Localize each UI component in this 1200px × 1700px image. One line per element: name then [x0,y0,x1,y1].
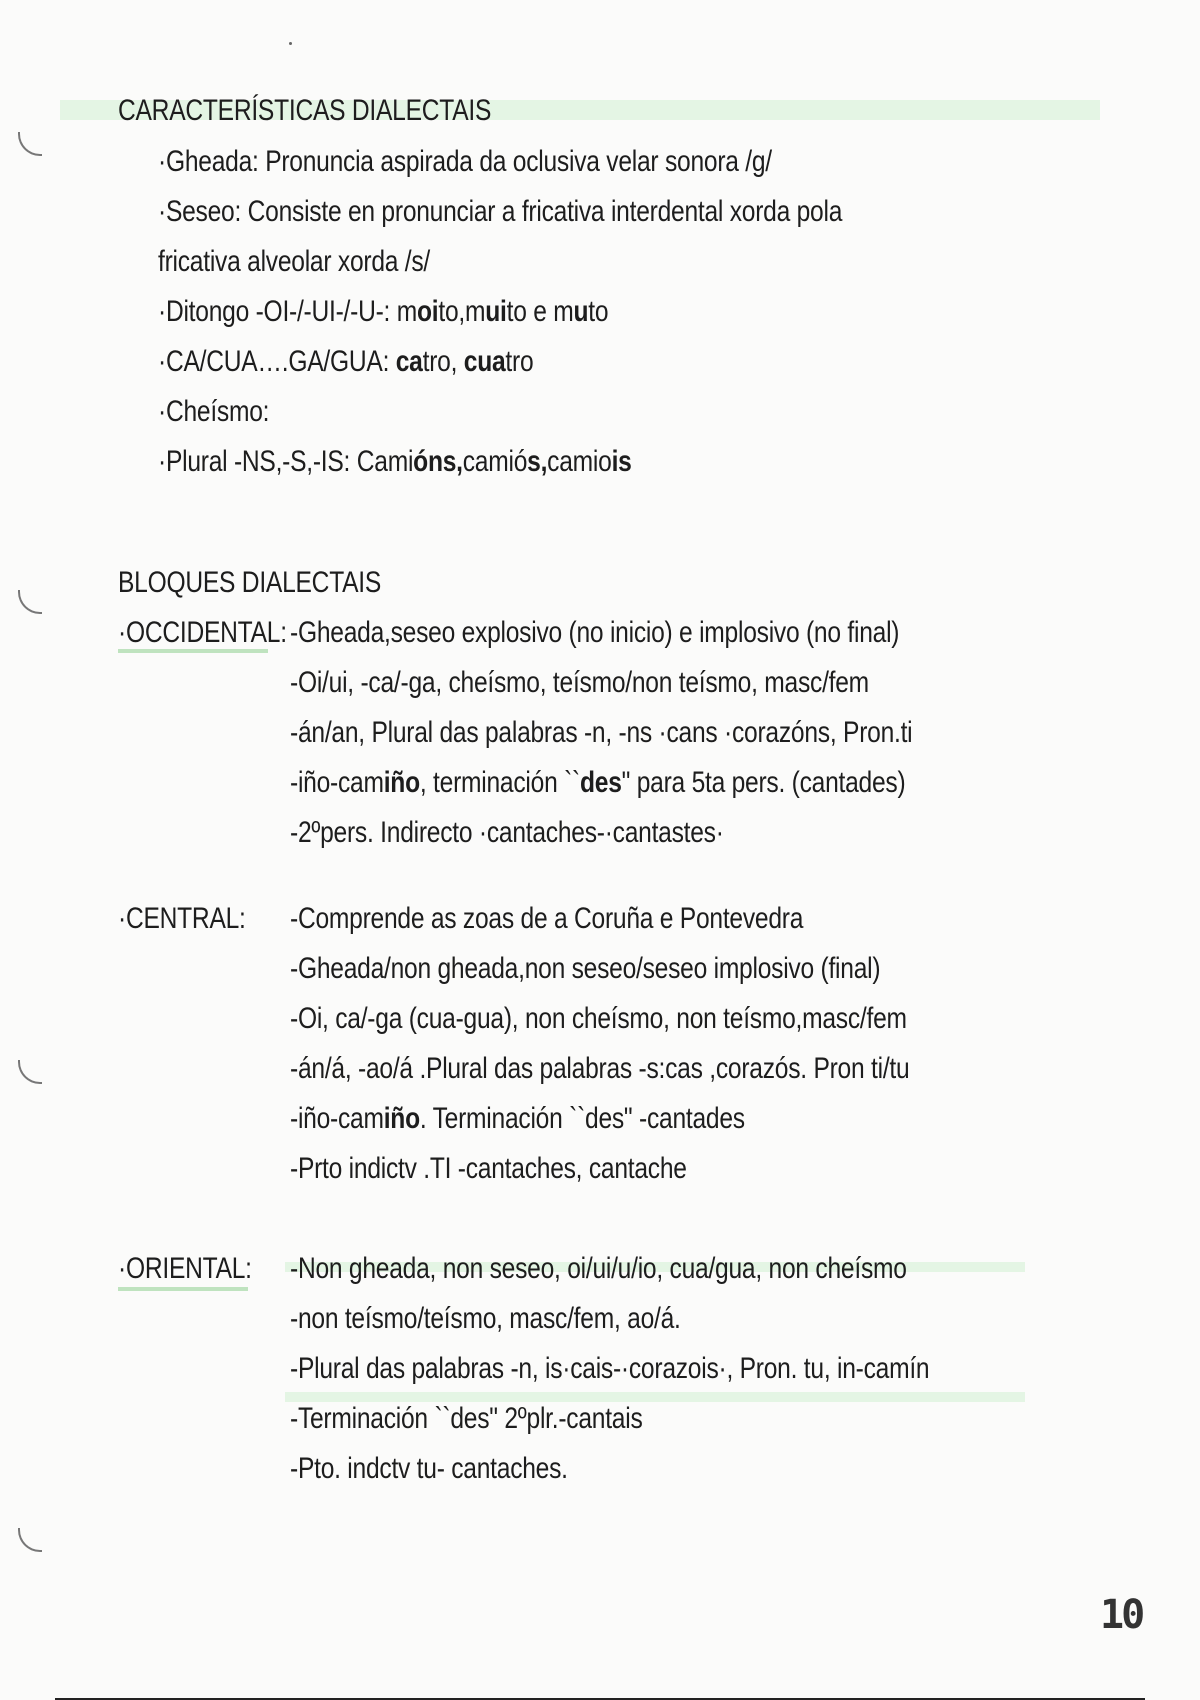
block-line: -Oi/ui, -ca/-ga, cheísmo, teísmo/non teísmo, masc/fem [290,666,869,699]
block-line: -2ºpers. Indirecto ·cantaches-·cantastes· [290,816,724,849]
block-line: -non teísmo/teísmo, masc/fem, ao/á. [290,1302,681,1335]
block-line: -Plural das palabras -n, is·cais-·corazois·, Pron. tu, in-camín [290,1352,930,1385]
speck [289,42,292,45]
list-item: ·Cheísmo: [158,395,270,428]
binder-hole-mark [18,1528,42,1552]
block-line: -án/an, Plural das palabras -n, -ns ·cans ·corazóns, Pron.ti [290,716,913,749]
block-line: -Terminación ``des" 2ºplr.-cantais [290,1402,643,1435]
oriental-underline [118,1287,248,1291]
binder-hole-mark [18,132,42,156]
block-line: -Pto. indctv tu- cantaches. [290,1452,568,1485]
block-line: -Comprende as zoas de a Coruña e Pontevedra [290,902,804,935]
list-item: fricativa alveolar xorda /s/ [158,245,431,278]
binder-hole-mark [18,590,42,614]
block-line: -iño-camiño, terminación ``des" para 5ta pers. (cantades) [290,766,906,799]
list-item: ·Seseo: Consiste en pronunciar a fricativa interdental xorda pola [158,195,843,228]
block-line: -Prto indictv .TI -cantaches, cantache [290,1152,687,1185]
list-item: ·Gheada: Pronuncia aspirada da oclusiva velar sonora /g/ [158,145,772,178]
block-line: -Gheada,seseo explosivo (no inicio) e implosivo (no final) [290,616,900,649]
highlight-stroke-oriental-2 [285,1392,1025,1402]
page-number: 10 [1100,1592,1143,1638]
block-label-occidental: ·OCCIDENTAL: [118,616,287,649]
binder-hole-mark [18,1060,42,1084]
block-line: -Oi, ca/-ga (cua-gua), non cheísmo, non teísmo,masc/fem [290,1002,907,1035]
block-line: -án/á, -ao/á .Plural das palabras -s:cas ,corazós. Pron ti/tu [290,1052,910,1085]
section-title-characteristics: CARACTERÍSTICAS DIALECTAIS [118,94,492,127]
section-title-blocks: BLOQUES DIALECTAIS [118,566,382,599]
occidental-underline [118,649,268,653]
block-label-central: ·CENTRAL: [118,902,246,935]
list-item: ·CA/CUA….GA/GUA: catro, cuatro [158,345,534,378]
block-line: -Non gheada, non seseo, oi/ui/u/io, cua/gua, non cheísmo [290,1252,907,1285]
block-line: -Gheada/non gheada,non seseo/seseo implosivo (final) [290,952,881,985]
block-label-oriental: ·ORIENTAL: [118,1252,252,1285]
list-item: ·Plural -NS,-S,-IS: Camións,camiós,camiois [158,445,632,478]
block-line: -iño-camiño. Terminación ``des" -cantades [290,1102,745,1135]
list-item: ·Ditongo -OI-/-UI-/-U-: moito,muito e muto [158,295,609,328]
